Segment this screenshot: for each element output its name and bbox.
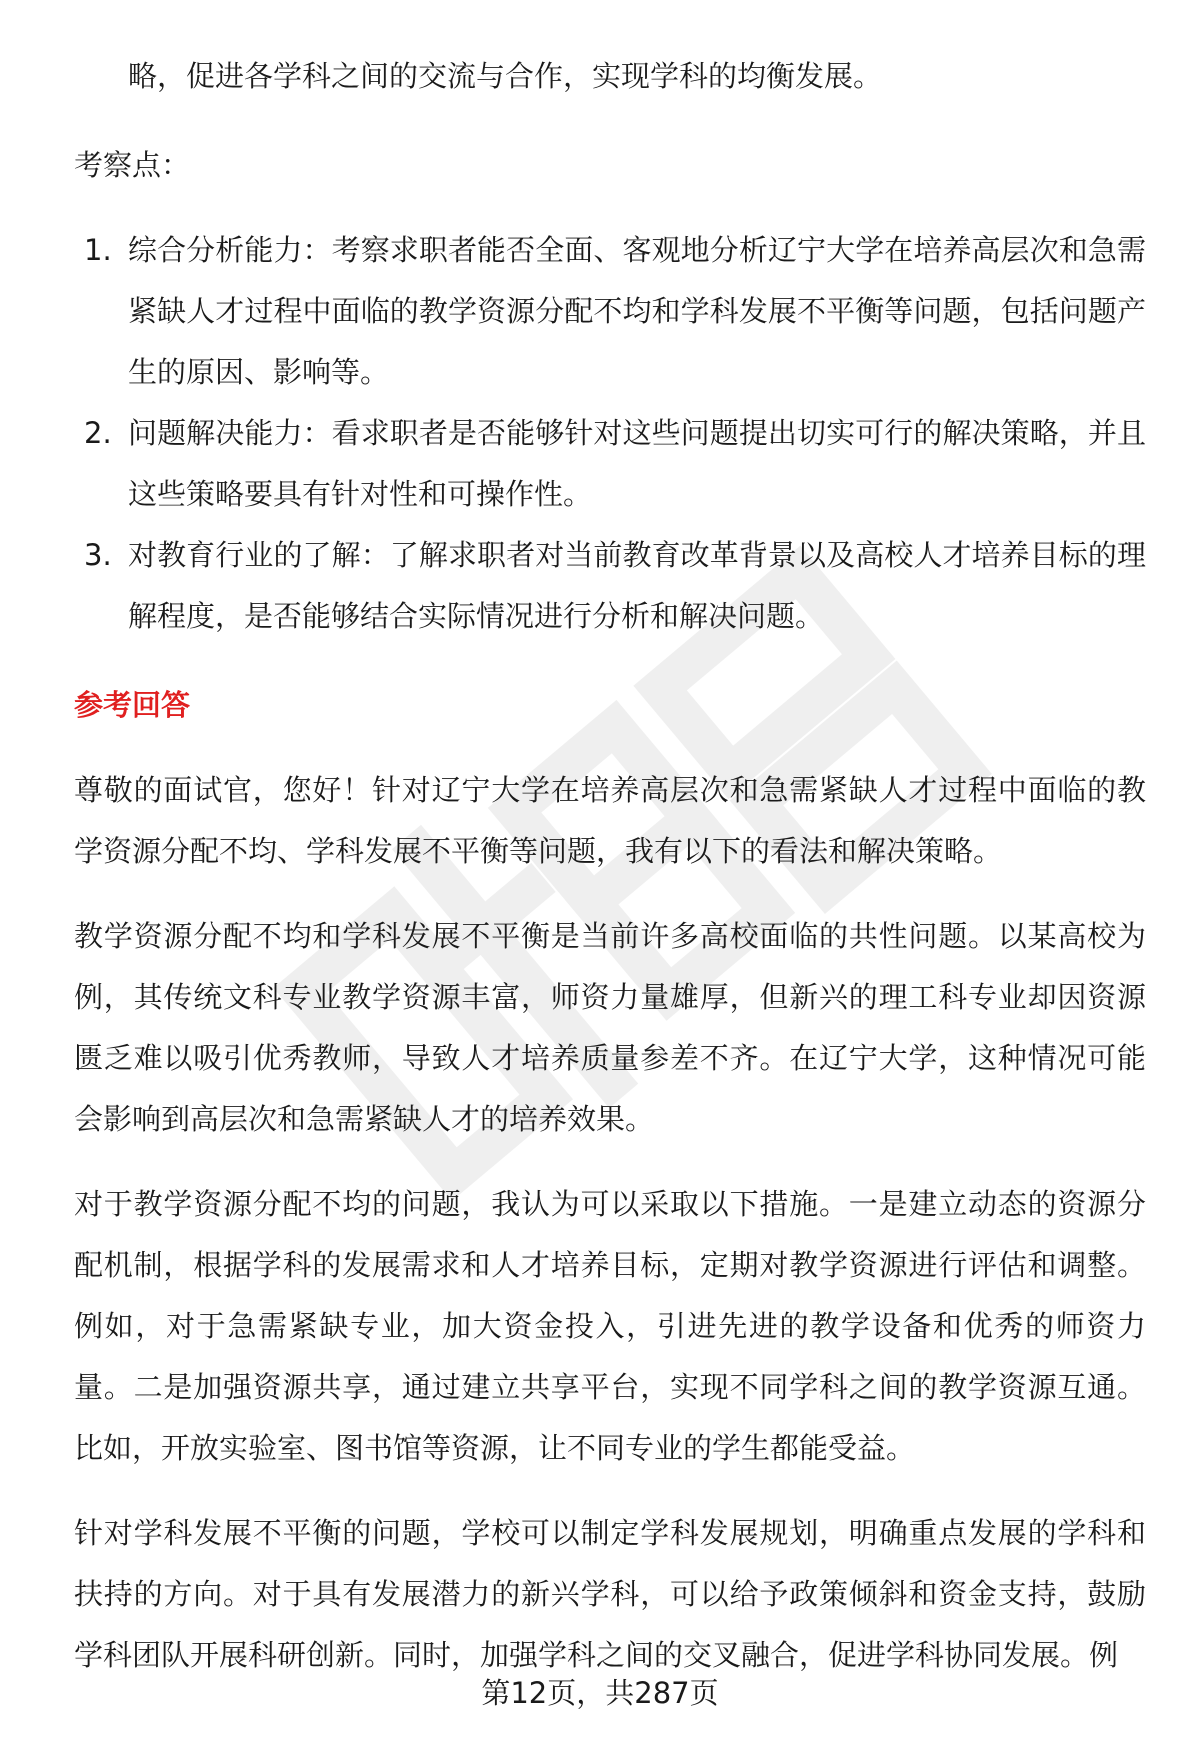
list-item <box>74 220 1146 403</box>
answer-paragraph: 针对学科发展不平衡的问题，学校可以制定学科发展规划，明确重点发展的学科和扶持的方向。对于具有发展潜力的新兴学科，可以给予政策倾斜和资金支持，鼓励学科团队开展科研创新。同时，加强学科之间的交叉融合，促进学科协同发展。例 <box>74 1516 1146 1672</box>
document-body <box>74 46 1146 1686</box>
list-item-number: 2. <box>84 416 112 450</box>
list-item-number: 3. <box>84 538 112 572</box>
list-item-text: 对教育行业的了解：了解求职者对当前教育改革背景以及高校人才培养目标的理解程度，是否能够结合实际情况进行分析和解决问题。 <box>128 538 1146 633</box>
list-item-number: 1. <box>84 233 112 267</box>
points-list <box>74 220 1146 647</box>
answer-paragraph: 教学资源分配不均和学科发展不平衡是当前许多高校面临的共性问题。以某高校为例，其传统文科专业教学资源丰富，师资力量雄厚，但新兴的理工科专业却因资源匮乏难以吸引优秀教师，导致人才培养质量参差不齐。在辽宁大学，这种情况可能会影响到高层次和急需紧缺人才的培养效果。 <box>74 919 1146 1136</box>
answer-paragraph: 尊敬的面试官，您好！针对辽宁大学在培养高层次和急需紧缺人才过程中面临的教学资源分配不均、学科发展不平衡等问题，我有以下的看法和解决策略。 <box>74 773 1146 868</box>
list-item <box>74 525 1146 647</box>
list-item-text: 综合分析能力：考察求职者能否全面、客观地分析辽宁大学在培养高层次和急需紧缺人才过程中面临的教学资源分配不均和学科发展不平衡等问题，包括问题产生的原因、影响等。 <box>128 233 1146 389</box>
reference-heading: 参考回答 <box>74 688 191 722</box>
intro-continuation: 略，促进各学科之间的交流与合作，实现学科的均衡发展。 <box>128 59 883 93</box>
page-number-footer: 第12页，共287页 <box>481 1676 719 1710</box>
list-item <box>74 403 1146 525</box>
points-label: 考察点： <box>74 148 191 182</box>
list-item-text: 问题解决能力：看求职者是否能够针对这些问题提出切实可行的解决策略，并且这些策略要具有针对性和可操作性。 <box>128 416 1146 511</box>
answer-paragraph: 对于教学资源分配不均的问题，我认为可以采取以下措施。一是建立动态的资源分配机制，根据学科的发展需求和人才培养目标，定期对教学资源进行评估和调整。例如，对于急需紧缺专业，加大资金投入，引进先进的教学设备和优秀的师资力量。二是加强资源共享，通过建立共享平台，实现不同学科之间的教学资源互通。比如，开放实验室、图书馆等资源，让不同专业的学生都能受益。 <box>74 1187 1146 1465</box>
